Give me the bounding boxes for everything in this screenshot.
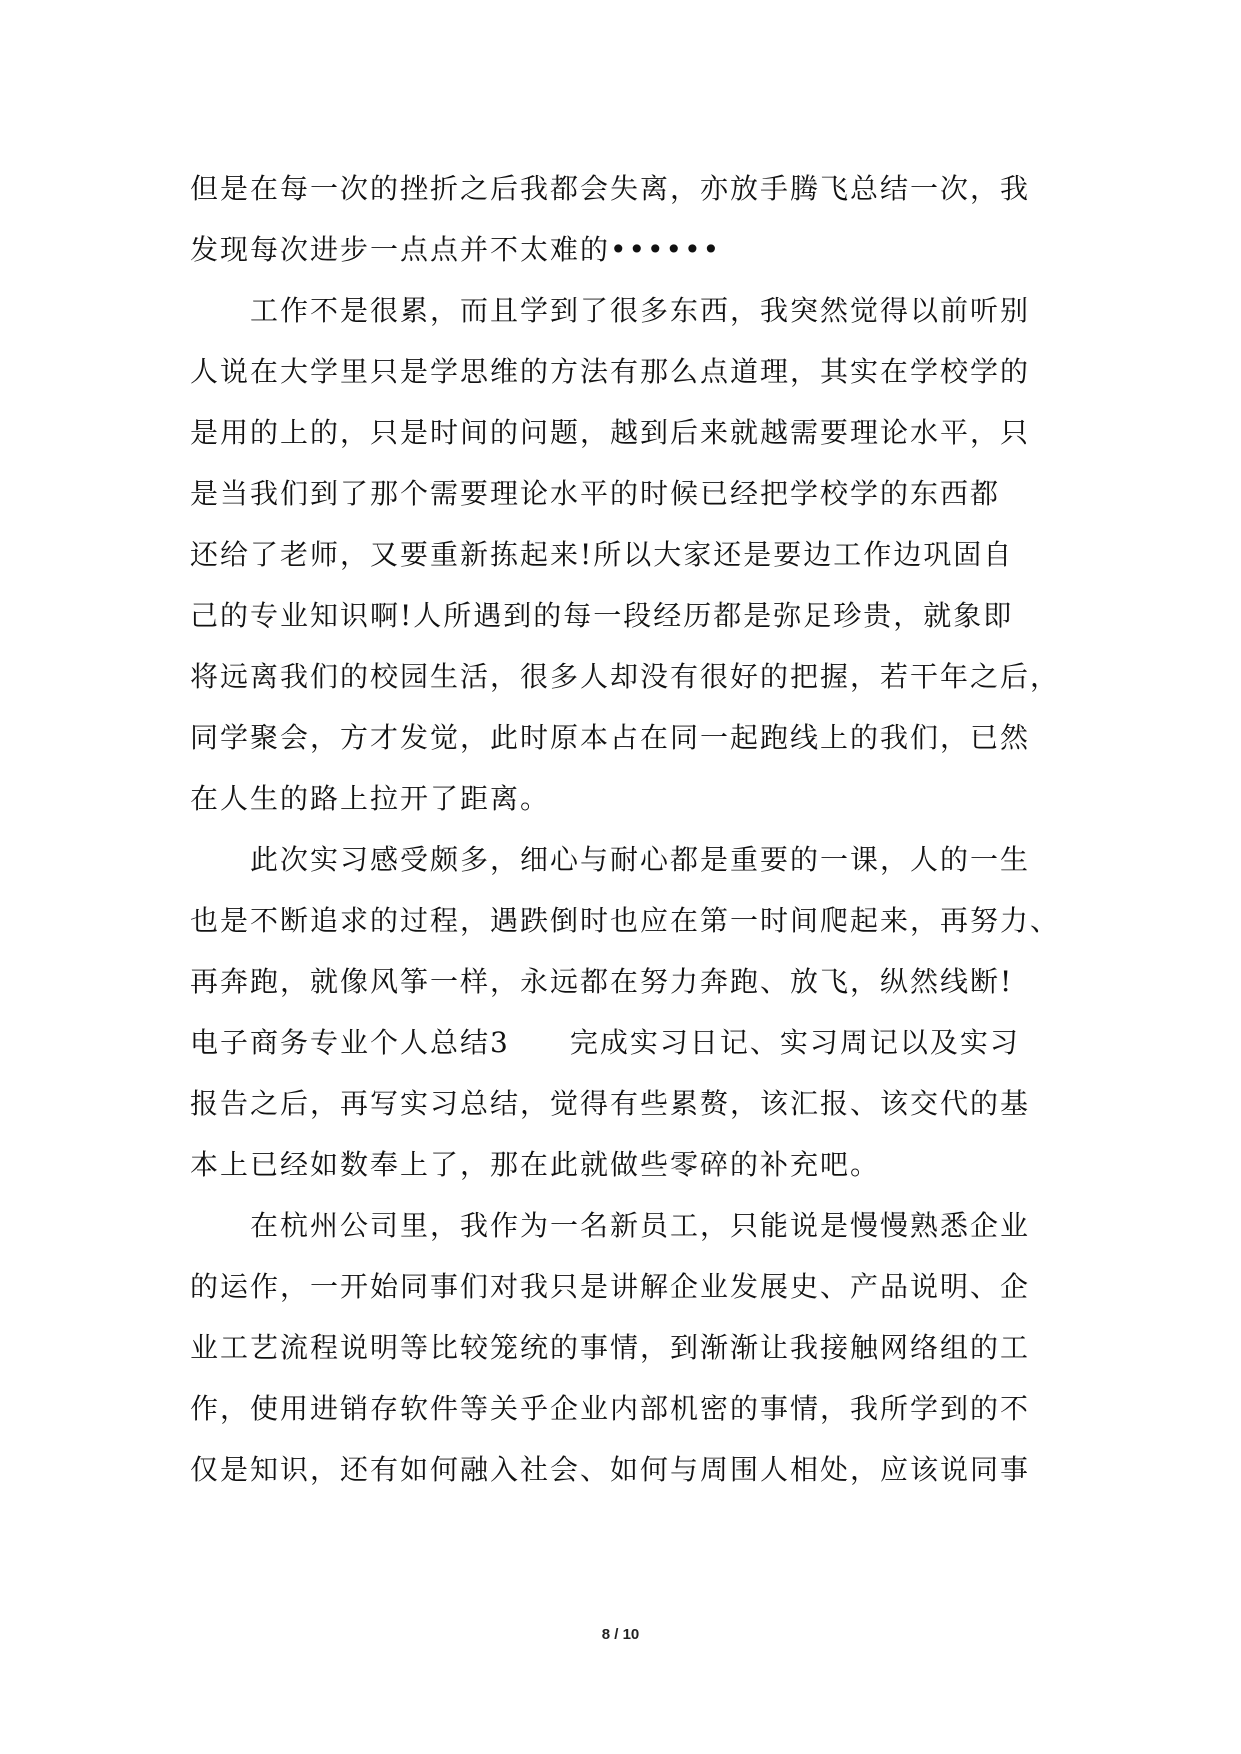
- page-number: 8 / 10: [601, 1626, 640, 1643]
- text-line: 在杭州公司里，我作为一名新员工，只能说是慢慢熟悉企业: [190, 1209, 1031, 1242]
- text-line: 也是不断追求的过程，遇跌倒时也应在第一时间爬起来，再努力、: [190, 904, 1061, 937]
- text-line: 还给了老师，又要重新拣起来!所以大家还是要边工作边巩固自: [190, 538, 1014, 571]
- text-line: 再奔跑，就像风筝一样，永远都在努力奔跑、放飞，纵然线断!: [190, 965, 1014, 998]
- text-line: 人说在大学里只是学思维的方法有那么点道理，其实在学校学的: [190, 355, 1031, 388]
- text-line: 作，使用进销存软件等关乎企业内部机密的事情，我所学到的不: [190, 1392, 1031, 1425]
- text-line: 己的专业知识啊!人所遇到的每一段经历都是弥足珍贵，就象即: [190, 599, 1014, 632]
- text-line: 在人生的路上拉开了距离。: [190, 782, 551, 815]
- text-line: 报告之后，再写实习总结，觉得有些累赘，该汇报、该交代的基: [190, 1087, 1031, 1120]
- text-line: 此次实习感受颇多，细心与耐心都是重要的一课，人的一生: [190, 843, 1031, 876]
- text-line: 将远离我们的校园生活，很多人却没有很好的把握，若干年之后，: [190, 660, 1061, 693]
- text-line: 的运作，一开始同事们对我只是讲解企业发展史、产品说明、企: [190, 1270, 1031, 1303]
- text-line: 发现每次进步一点点并不太难的••••••: [190, 233, 722, 266]
- text-line: 业工艺流程说明等比较笼统的事情，到渐渐让我接触网络组的工: [190, 1331, 1031, 1364]
- text-line: 工作不是很累，而且学到了很多东西，我突然觉得以前听别: [190, 294, 1031, 327]
- text-line: 但是在每一次的挫折之后我都会失离，亦放手腾飞总结一次，我: [190, 172, 1031, 205]
- text-line: 本上已经如数奉上了，那在此就做些零碎的补充吧。: [190, 1148, 881, 1181]
- text-line: 同学聚会，方才发觉，此时原本占在同一起跑线上的我们，已然: [190, 721, 1031, 754]
- document-body: [190, 158, 1061, 1500]
- text-line: 仅是知识，还有如何融入社会、如何与周围人相处，应该说同事: [190, 1453, 1031, 1486]
- text-line: 是当我们到了那个需要理论水平的时候已经把学校学的东西都: [190, 477, 1001, 510]
- section-heading-line: 电子商务专业个人总结3 完成实习日记、实习周记以及实习: [190, 1026, 1020, 1059]
- text-line: 是用的上的，只是时间的问题，越到后来就越需要理论水平，只: [190, 416, 1031, 449]
